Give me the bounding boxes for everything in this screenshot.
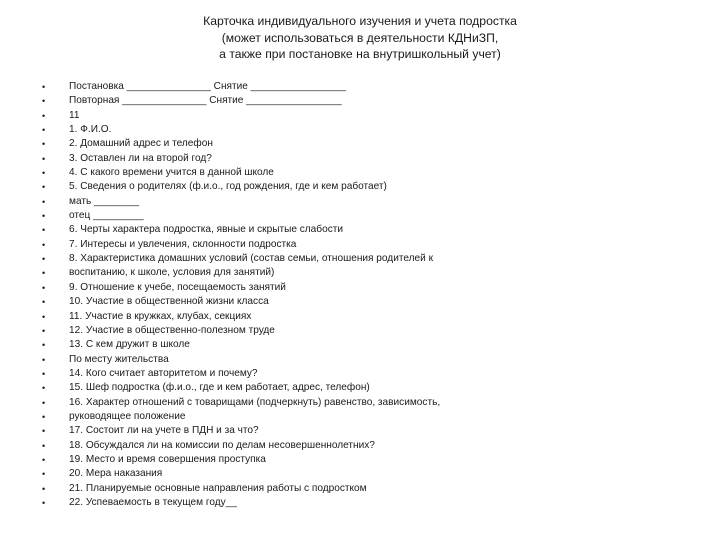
list-item-text: 4. С какого времени учится в данной школе [69, 167, 274, 179]
list-item [0, 252, 720, 266]
bullet-icon: • [42, 168, 46, 179]
bullet-icon: • [42, 196, 46, 207]
list-item-text: 21. Планируемые основные направления работы с подростком [69, 482, 367, 494]
bullet-icon: • [42, 139, 46, 150]
bullet-icon: • [42, 397, 46, 408]
list-item-text: 2. Домашний адрес и телефон [69, 138, 213, 150]
list-item [0, 209, 720, 223]
list-item [0, 180, 720, 194]
list-item-text: 19. Место и время совершения проступка [69, 453, 266, 465]
list-item-text: отец _________ [69, 210, 144, 222]
list-item [0, 266, 720, 280]
list-item [0, 295, 720, 309]
list-item-text: Повторная _______________ Снятие _________________ [69, 95, 342, 107]
list-item [0, 467, 720, 481]
bullet-icon: • [42, 96, 46, 107]
list-item-text: 15. Шеф подростка (ф.и.о., где и кем работает, адрес, телефон) [69, 382, 370, 394]
bullet-icon: • [42, 153, 46, 164]
bullet-icon: • [42, 211, 46, 222]
bullet-icon: • [42, 182, 46, 193]
bullet-icon: • [42, 82, 46, 92]
list-item-text: воспитанию, к школе, условия для занятий) [69, 267, 275, 279]
bullet-icon: • [42, 454, 46, 465]
bullet-icon: • [42, 297, 46, 308]
list-item [0, 94, 720, 108]
bullet-icon: • [42, 325, 46, 336]
list-item-text: 3. Оставлен ли на второй год? [69, 152, 212, 164]
list-item [0, 109, 720, 123]
list-item-text: 5. Сведения о родителях (ф.и.о., год рождения, где и кем работает) [69, 181, 387, 193]
list-item-text: 9. Отношение к учебе, посещаемость занятий [69, 281, 286, 293]
list-item-text: 1. Ф.И.О. [69, 124, 112, 136]
list-item [0, 324, 720, 338]
list-item-text: 8. Характеристика домашних условий (состав семьи, отношения родителей к [69, 253, 433, 265]
bullet-icon: • [42, 383, 46, 394]
bullet-icon: • [42, 368, 46, 379]
list-item [0, 439, 720, 453]
bullet-icon: • [42, 239, 46, 250]
list-item-text: 16. Характер отношений с товарищами (подчеркнуть) равенство, зависимость, [69, 396, 441, 408]
bullet-icon: • [42, 497, 46, 508]
list-item-text: 17. Состоит ли на учете в ПДН и за что? [69, 425, 259, 437]
list-item-text: 10. Участие в общественной жизни класса [69, 296, 269, 308]
list-item-text: 11. Участие в кружках, клубах, секциях [69, 310, 252, 322]
list-item-text: Постановка _______________ Снятие _________________ [69, 81, 347, 92]
bullet-icon: • [42, 125, 46, 136]
bullet-icon: • [42, 469, 46, 480]
list-item [0, 238, 720, 252]
list-item-text: руководящее положение [69, 410, 186, 422]
bullet-icon: • [42, 426, 46, 437]
page-title [110, 13, 610, 63]
list-item [0, 410, 720, 424]
list-item [0, 80, 720, 94]
list-item-text: мать ________ [69, 195, 139, 207]
list-item [0, 137, 720, 151]
list-item-text: По месту жительства [69, 353, 169, 365]
bullet-icon: • [42, 340, 46, 351]
title-line-1: Карточка индивидуального изучения и учета подростка [203, 14, 517, 28]
title-line-3: а также при постановке на внутришкольный учет) [219, 47, 501, 61]
list-item [0, 310, 720, 324]
bullet-icon: • [42, 282, 46, 293]
bullet-icon: • [42, 483, 46, 494]
list-item [0, 195, 720, 209]
bullet-icon: • [42, 254, 46, 265]
bullet-list [0, 80, 720, 510]
list-item-text: 20. Мера наказания [69, 468, 163, 480]
list-item-text: 12. Участие в общественно-полезном труде [69, 324, 275, 336]
list-item [0, 281, 720, 295]
list-item-text: 6. Черты характера подростка, явные и скрытые слабости [69, 224, 343, 236]
bullet-icon: • [42, 411, 46, 422]
list-item-text: 7. Интересы и увлечения, склонности подростка [69, 238, 297, 250]
bullet-icon: • [42, 354, 46, 365]
bullet-icon: • [42, 110, 46, 121]
list-item [0, 424, 720, 438]
list-item [0, 367, 720, 381]
bullet-icon: • [42, 268, 46, 279]
list-item-text: 11 [69, 109, 80, 121]
list-item [0, 482, 720, 496]
list-item [0, 152, 720, 166]
list-item-text: 18. Обсуждался ли на комиссии по делам несовершеннолетних? [69, 439, 375, 451]
list-item [0, 353, 720, 367]
bullet-icon: • [42, 225, 46, 236]
list-item [0, 396, 720, 410]
title-line-2: (может использоваться в деятельности КДНиЗП, [221, 30, 499, 45]
list-item-text: 14. Кого считает авторитетом и почему? [69, 367, 258, 379]
list-item [0, 223, 720, 237]
list-item [0, 338, 720, 352]
list-item [0, 166, 720, 180]
list-item [0, 453, 720, 467]
list-item-text: 13. С кем дружит в школе [69, 339, 190, 351]
list-item-text: 22. Успеваемость в текущем году__ [69, 496, 237, 508]
list-item [0, 496, 720, 510]
list-item [0, 381, 720, 395]
bullet-icon: • [42, 440, 46, 451]
bullet-icon: • [42, 311, 46, 322]
list-item [0, 123, 720, 137]
